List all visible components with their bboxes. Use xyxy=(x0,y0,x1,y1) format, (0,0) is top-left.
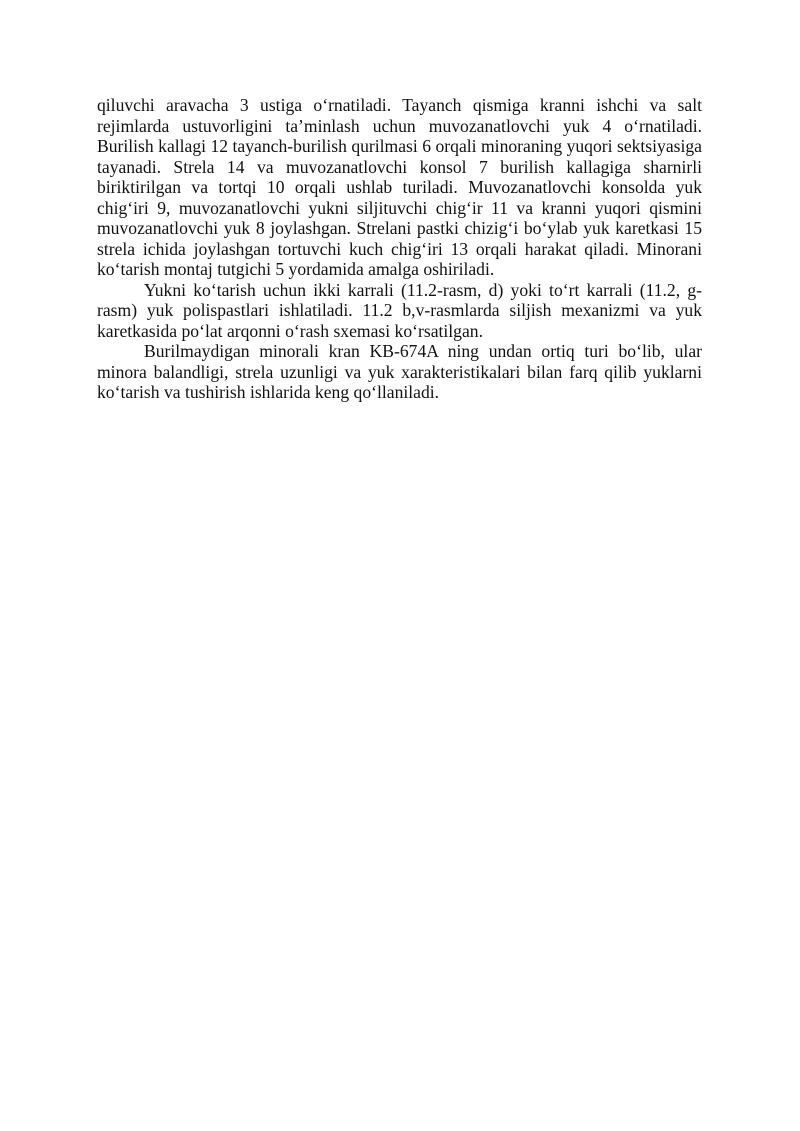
body-text xyxy=(97,95,702,403)
paragraph-hoisting: Yukni ko‘tarish uchun ikki karrali (11.2-rasm, d) yoki to‘rt karrali (11.2, g-rasm) yuk polispastlari ishlatiladi. 11.2 b,v-rasmlarda siljish mexanizmi va yuk karetkasida po‘lat arqonni o‘rash sxemasi ko‘rsatilgan. xyxy=(97,279,702,341)
paragraph-continuation: qiluvchi aravacha 3 ustiga o‘rnatiladi. Tayanch qismiga kranni ishchi va salt rejimlarda ustuvorligini ta’minlash uchun muvozanatlovchi yuk 4 o‘rnatiladi. Burilish kallagi 12 tayanch-burilish qurilmasi 6 orqali minoraning yuqori sektsiyasiga tayanadi. Strela 14 va muvozanatlovchi konsol 7 burilish kallagiga sharnirli biriktirilgan va tortqi 10 orqali ushlab turiladi. Muvozanatlovchi konsolda yuk chig‘iri 9, muvozanatlovchi yukni siljituvchi chig‘ir 11 va kranni yuqori qismini muvozanatlovchi yuk 8 joylashgan. Strelani pastki chizig‘i bo‘ylab yuk karetkasi 15 strela ichida joylashgan tortuvchi kuch chig‘iri 13 orqali harakat qiladi. Minorani ko‘tarish montaj tutgichi 5 yordamida amalga oshiriladi. xyxy=(97,95,702,279)
paragraph-crane-types: Burilmaydigan minorali kran KB-674A ning undan ortiq turi bo‘lib, ular minora balandligi, strela uzunligi va yuk xarakteristikalari bilan farq qilib yuklarni ko‘tarish va tushirish ishlarida keng qo‘llaniladi. xyxy=(97,341,702,402)
